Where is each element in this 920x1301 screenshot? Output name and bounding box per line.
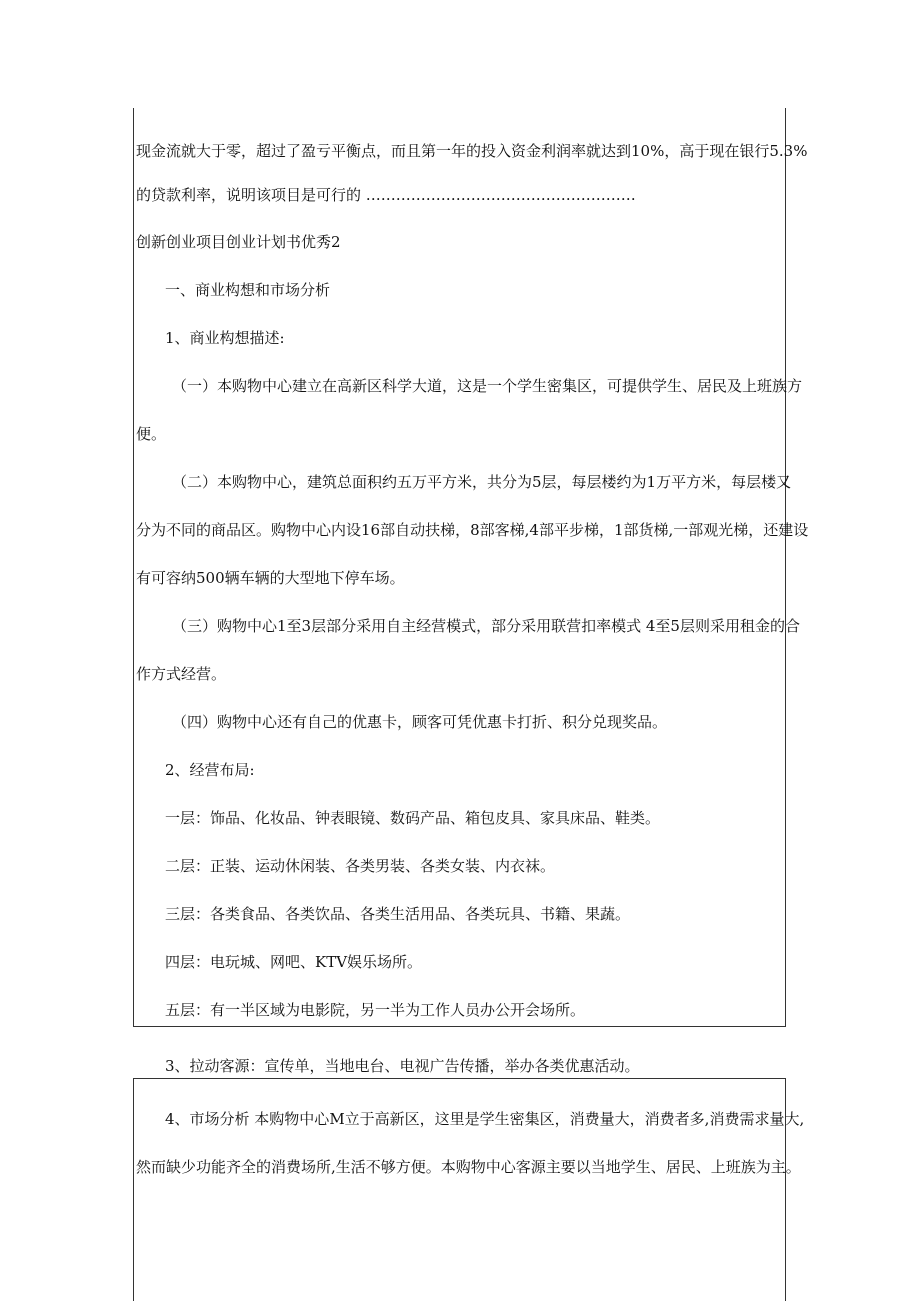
customer-source-line: 3、拉动客源：宣传单，当地电台、电视广告传播，举办各类优惠活动。 [165, 1057, 640, 1075]
paragraph-line: 现金流就大于零，超过了盈亏平衡点，而且第一年的投入资金利润率就达到10%，高于现在银行5.3% [136, 142, 808, 160]
floor-line: 三层：各类食品、各类饮品、各类生活用品、各类玩具、书籍、果蔬。 [165, 905, 631, 923]
floor-line: 二层：正装、运动休闲装、各类男装、各类女装、内衣袜。 [165, 857, 556, 875]
section-title: 创新创业项目创业计划书优秀2 [136, 233, 341, 251]
paragraph-line: 分为不同的商品区。购物中心内设16部自动扶梯，8部客梯,4部平步梯，1部货梯,一部观光梯，还建设 [136, 521, 809, 539]
paragraph-line: 的贷款利率，说明该项目是可行的 ……………………………………………… [136, 186, 636, 204]
paragraph-line: （二）本购物中心，建筑总面积约五万平方米，共分为5层，每层楼约为1万平方米，每层楼又 [172, 473, 792, 491]
paragraph-line: 作方式经营。 [136, 665, 227, 683]
subheading-description: 1、商业构想描述: [165, 329, 285, 347]
paragraph-line: （一）本购物中心建立在高新区科学大道，这是一个学生密集区，可提供学生、居民及上班族方 [172, 377, 803, 395]
paragraph-line: 有可容纳500辆车辆的大型地下停车场。 [136, 569, 405, 587]
floor-line: 四层：电玩城、网吧、KTV娱乐场所。 [165, 953, 423, 971]
subheading-layout: 2、经营布局: [165, 761, 255, 779]
content-frame-bottom [133, 1078, 805, 1301]
floor-line: 一层：饰品、化妆品、钟表眼镜、数码产品、箱包皮具、家具床品、鞋类。 [165, 809, 661, 827]
paragraph-line: （四）购物中心还有自己的优惠卡，顾客可凭优惠卡打折、积分兑现奖品。 [172, 713, 668, 731]
market-analysis-line: 4、市场分析 本购物中心M立于高新区，这里是学生密集区，消费量大，消费者多,消费需求量大, [165, 1110, 805, 1128]
market-analysis-line: 然而缺少功能齐全的消费场所,生活不够方便。本购物中心客源主要以当地学生、居民、上班族为主。 [136, 1158, 801, 1176]
paragraph-line: （三）购物中心1至3层部分采用自主经营模式，部分采用联营扣率模式 4至5层则采用租金的合 [172, 617, 800, 635]
paragraph-line: 便。 [136, 425, 167, 443]
floor-line: 五层：有一半区域为电影院，另一半为工作人员办公开会场所。 [165, 1001, 586, 1019]
heading-business-concept: 一、商业构想和市场分析 [165, 281, 331, 299]
content-frame-top [133, 108, 809, 1027]
